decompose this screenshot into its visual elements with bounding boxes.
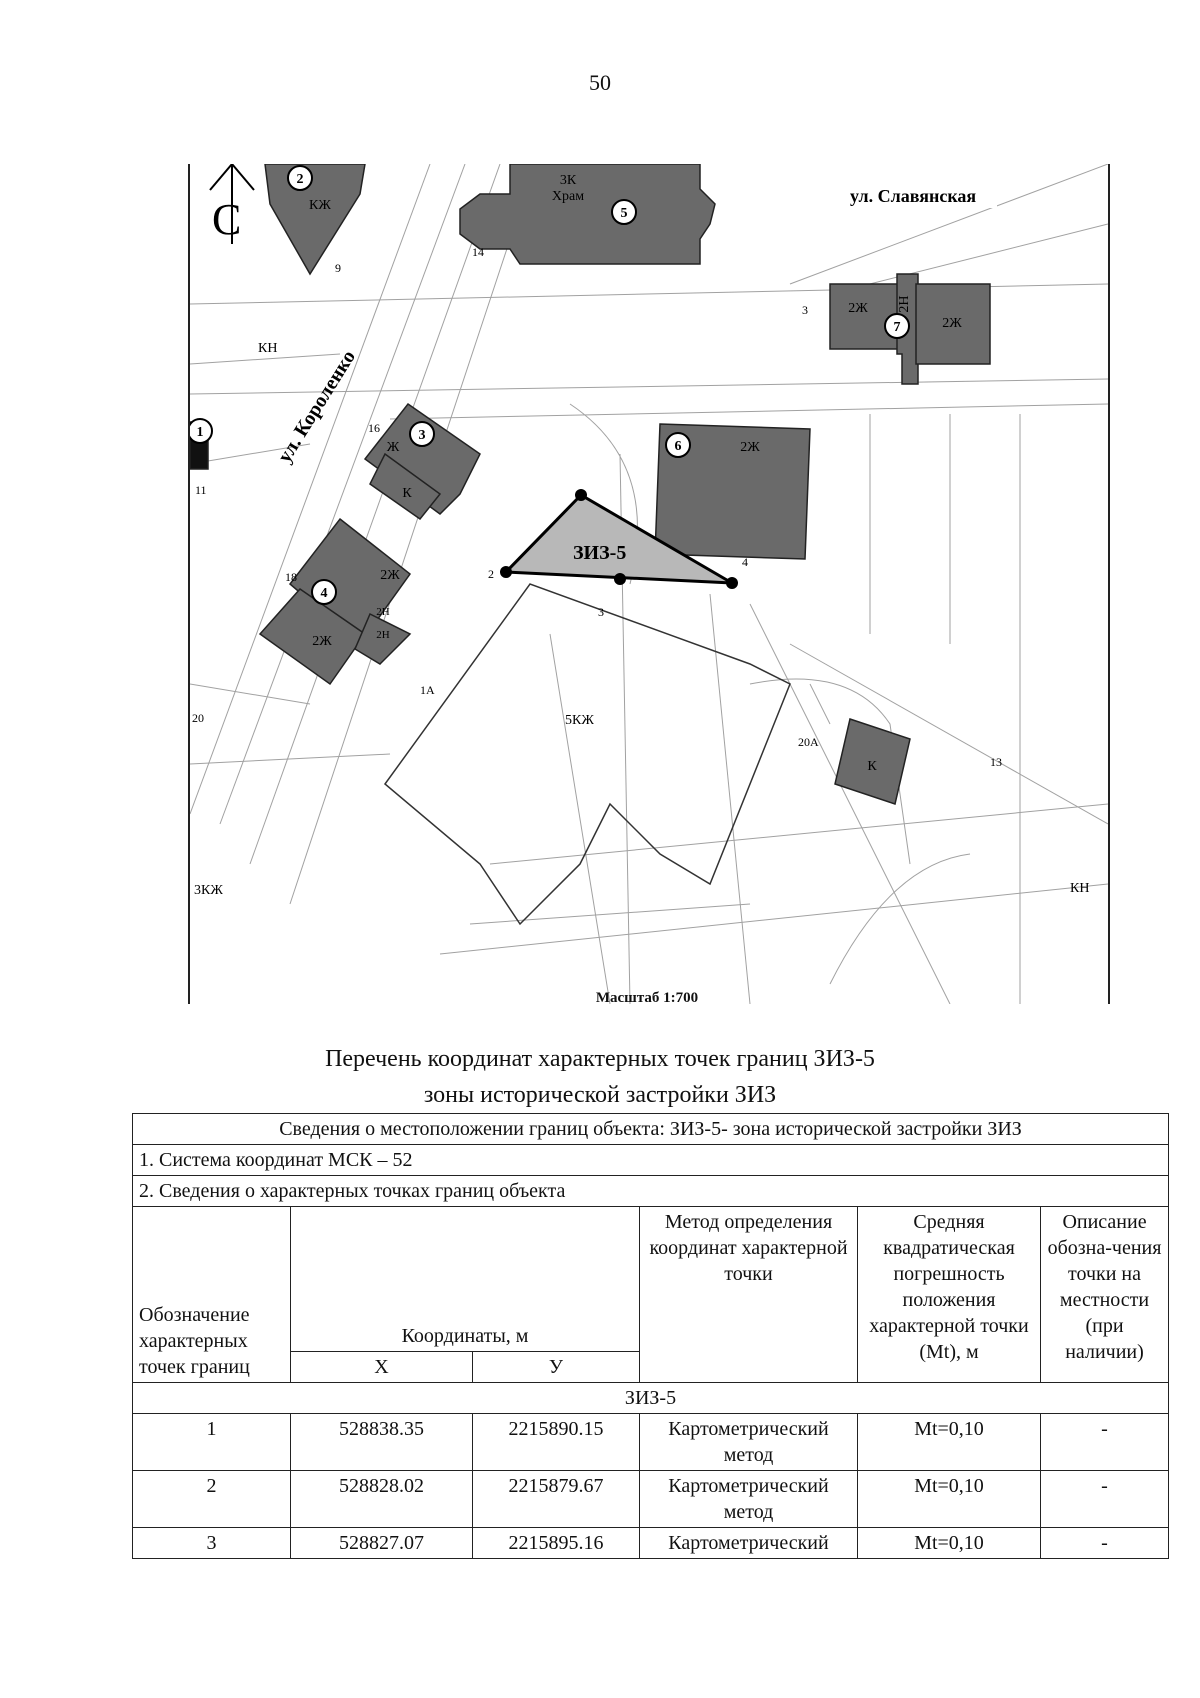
map-scale: Масштаб 1:700 <box>595 990 699 1006</box>
small-label-11: 11 <box>195 483 207 497</box>
row-y: 2215890.15 <box>473 1414 640 1471</box>
table-title: Сведения о местоположении границ объекта: ЗИЗ-5- зона исторической застройки ЗИЗ <box>133 1114 1169 1145</box>
heading-line-1: Перечень координат характерных точек границ ЗИЗ-5 <box>325 1046 875 1072</box>
ziz5-label: ЗИЗ-5 <box>573 542 627 564</box>
header-method: Метод определения координат характерной точки <box>640 1207 858 1383</box>
header-y: У <box>473 1352 640 1383</box>
row-x: 528828.02 <box>291 1471 473 1528</box>
point-label-3: 3 <box>598 605 604 619</box>
small-label-13: 13 <box>990 755 1002 769</box>
header-description: Описание обозна-чения точки на местности (при наличии) <box>1041 1207 1169 1383</box>
street-korolenko: ул. Короленко <box>273 346 361 467</box>
row-number: 3 <box>133 1528 291 1559</box>
b4-b: 2Н <box>376 606 390 618</box>
small-label-20a: 20А <box>798 735 819 749</box>
building-5-temple <box>460 164 715 264</box>
circle-label-5: 5 <box>620 206 628 221</box>
row-x: 528838.35 <box>291 1414 473 1471</box>
header-designation: Обозначение характерных точек границ <box>133 1207 291 1383</box>
table-row <box>133 1471 1169 1528</box>
row-method: Картометрический метод <box>640 1414 858 1471</box>
north-letter: С <box>212 195 242 244</box>
zone-5kzh: 5КЖ <box>565 713 594 728</box>
circle-label-6: 6 <box>674 439 682 454</box>
row-mt: Mt=0,10 <box>858 1414 1041 1471</box>
circle-label-4: 4 <box>320 586 328 601</box>
b5-name: Храм <box>551 189 585 204</box>
small-label-9: 9 <box>335 261 341 275</box>
b7-left: 2Ж <box>848 301 868 316</box>
points-info: 2. Сведения о характерных точках границ объекта <box>133 1176 1169 1207</box>
point-label-2: 2 <box>488 567 494 581</box>
b4-c: 2Ж <box>312 634 332 649</box>
zone-point-4 <box>726 577 738 589</box>
zone-3kzh: 3КЖ <box>194 883 223 898</box>
page-number: 50 <box>589 70 611 95</box>
header-x: Х <box>291 1352 473 1383</box>
b7-mid: 2Н <box>897 295 912 313</box>
row-number: 1 <box>133 1414 291 1471</box>
small-label-1a: 1А <box>420 683 435 697</box>
circle-label-1: 1 <box>196 425 204 440</box>
section-label: ЗИЗ-5 <box>133 1383 1169 1414</box>
row-method: Картометрический <box>640 1528 858 1559</box>
point-label-4: 4 <box>742 555 748 569</box>
b6-code: 2Ж <box>740 440 760 455</box>
heading-line-2: зоны исторической застройки ЗИЗ <box>423 1082 777 1108</box>
small-label-20: 20 <box>192 711 204 725</box>
row-number: 2 <box>133 1471 291 1528</box>
street-slavyanskaya: ул. Славянская <box>850 186 977 206</box>
parcel-5kzh <box>385 584 790 924</box>
small-label-14: 14 <box>472 245 484 259</box>
row-x: 528827.07 <box>291 1528 473 1559</box>
table-row <box>133 1528 1169 1559</box>
b3-bottom: К <box>402 486 412 501</box>
table-row <box>133 1414 1169 1471</box>
coordinate-system: 1. Система координат МСК – 52 <box>133 1145 1169 1176</box>
circle-label-2: 2 <box>296 172 304 187</box>
zone-point-2 <box>500 566 512 578</box>
row-desc: - <box>1041 1528 1169 1559</box>
header-coords: Координаты, м <box>291 1207 640 1352</box>
b-k: К <box>867 759 877 774</box>
row-desc: - <box>1041 1471 1169 1528</box>
row-mt: Mt=0,10 <box>858 1528 1041 1559</box>
circle-label-7: 7 <box>893 320 901 335</box>
zone-kn-right: КН <box>1070 881 1090 896</box>
row-mt: Mt=0,10 <box>858 1471 1041 1528</box>
small-label-18: 18 <box>285 570 297 584</box>
circle-label-3: 3 <box>418 428 426 443</box>
small-label-3: 3 <box>802 303 808 317</box>
coordinates-table <box>132 1113 1169 1559</box>
row-desc: - <box>1041 1414 1169 1471</box>
b3-top: Ж <box>386 440 400 455</box>
building-2 <box>265 164 365 274</box>
b4-a: 2Ж <box>380 568 400 583</box>
b7-right: 2Ж <box>942 316 962 331</box>
cadastral-map <box>188 164 1110 1004</box>
zone-point-3 <box>614 573 626 585</box>
zone-kn-left: КН <box>258 341 278 356</box>
b2-code: КЖ <box>309 198 331 213</box>
b5-code: 3К <box>559 173 577 188</box>
small-label-16: 16 <box>368 421 380 435</box>
row-y: 2215879.67 <box>473 1471 640 1528</box>
zone-point-1 <box>575 489 587 501</box>
row-y: 2215895.16 <box>473 1528 640 1559</box>
row-method: Картометрический метод <box>640 1471 858 1528</box>
map-drawing <box>190 164 1108 1004</box>
b4-d: 2Н <box>376 629 390 641</box>
header-error: Средняя квадратическая погрешность положения характерной точки (Mt), м <box>858 1207 1041 1383</box>
